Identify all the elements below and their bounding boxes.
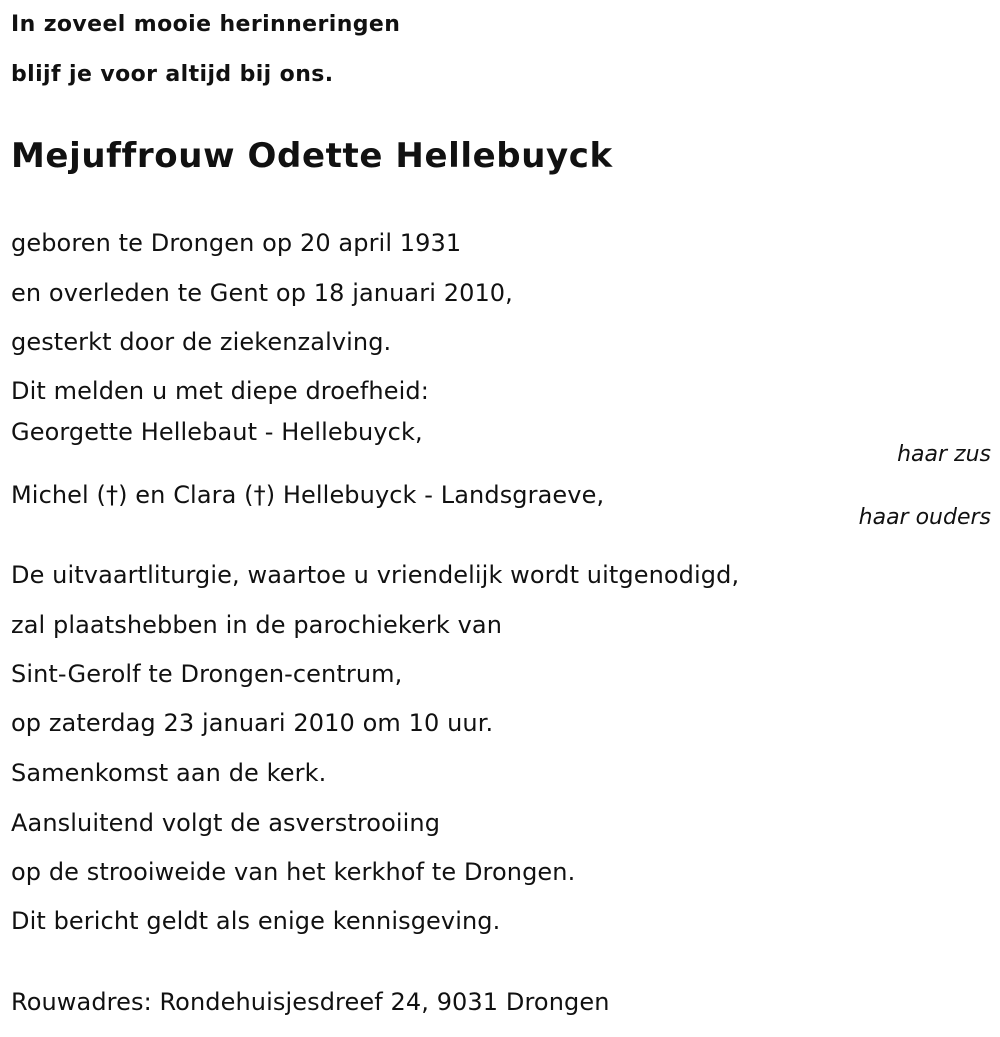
ceremony-line: Sint-Gerolf te Drongen-centrum,: [11, 660, 403, 688]
ceremony-line: Samenkomst aan de kerk.: [11, 759, 327, 787]
family-member-relation: haar zus: [897, 442, 991, 467]
ceremony-line: Aansluitend volgt de asverstrooiing: [11, 809, 441, 837]
ceremony-line: op de strooiweide van het kerkhof te Drongen.: [11, 858, 576, 886]
sacrament-line: gesterkt door de ziekenzalving.: [11, 328, 392, 356]
motto-line-2: blijf je voor altijd bij ons.: [11, 62, 334, 87]
family-member-relation: haar ouders: [858, 505, 991, 530]
family-member-name: Michel (†) en Clara (†) Hellebuyck - Landsgraeve,: [11, 481, 605, 509]
ceremony-line: De uitvaartliturgie, waartoe u vriendelijk wordt uitgenodigd,: [11, 561, 740, 589]
family-member-name: Georgette Hellebaut - Hellebuyck,: [11, 418, 423, 446]
announcement-intro: Dit melden u met diepe droefheid:: [11, 377, 429, 405]
death-line: en overleden te Gent op 18 januari 2010,: [11, 279, 513, 307]
deceased-name: Mejuffrouw Odette Hellebuyck: [11, 136, 613, 176]
ceremony-line: op zaterdag 23 januari 2010 om 10 uur.: [11, 709, 494, 737]
birth-line: geboren te Drongen op 20 april 1931: [11, 229, 462, 257]
ceremony-line: Dit bericht geldt als enige kennisgeving.: [11, 907, 501, 935]
ceremony-line: zal plaatshebben in de parochiekerk van: [11, 611, 503, 639]
mourning-address: Rouwadres: Rondehuisjesdreef 24, 9031 Drongen: [11, 988, 610, 1016]
motto-line-1: In zoveel mooie herinneringen: [11, 12, 401, 37]
